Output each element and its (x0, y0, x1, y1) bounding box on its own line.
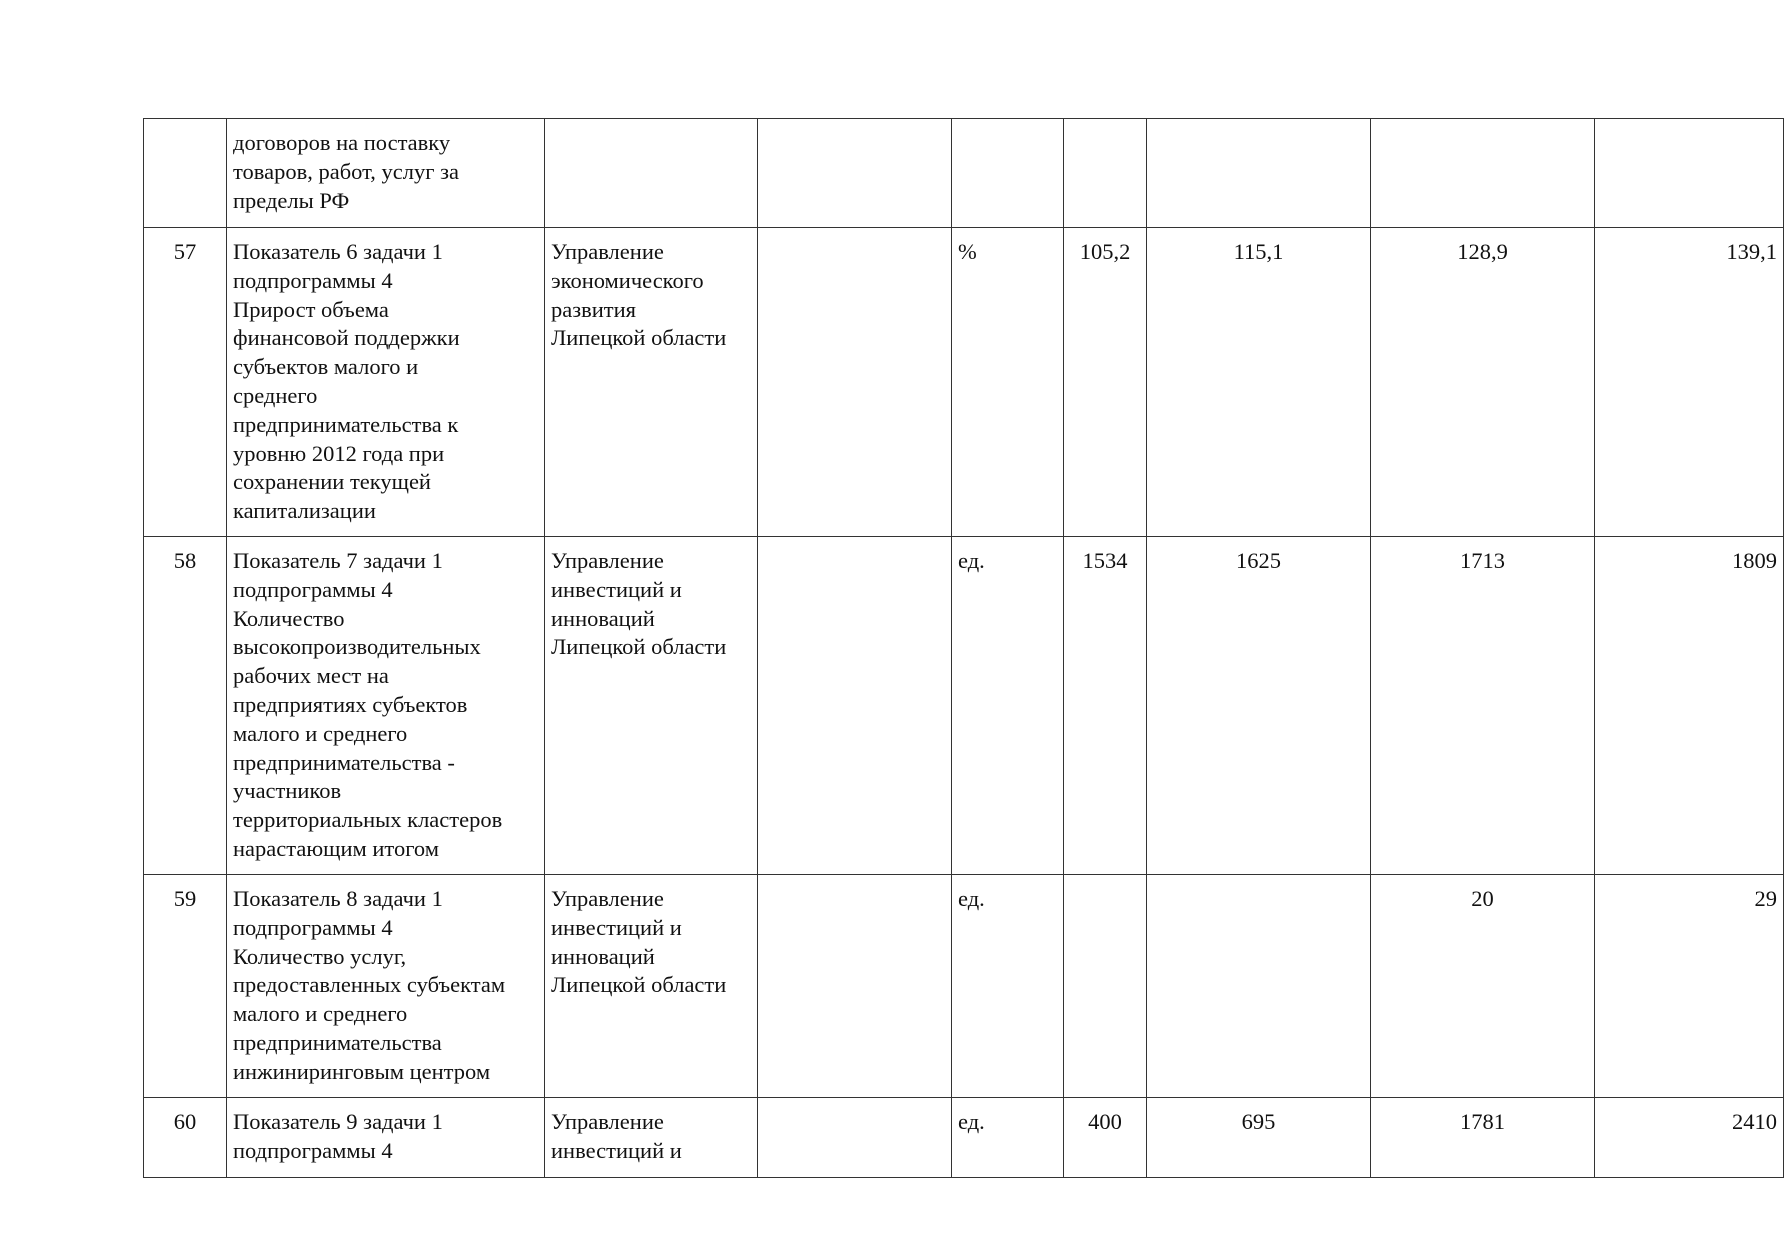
value-cell: 105,2 (1064, 228, 1147, 537)
unit-cell: ед. (952, 875, 1064, 1098)
value-cell (1147, 875, 1371, 1098)
table-row (144, 119, 1784, 228)
value-cell: 128,9 (1371, 228, 1595, 537)
empty-cell (758, 228, 952, 537)
responsible-cell: Управление экономического развития Липецкой области (545, 228, 758, 537)
responsible-cell: Управление инвестиций и (545, 1098, 758, 1178)
value-cell (1064, 119, 1147, 228)
indicator-cell: Показатель 6 задачи 1 подпрограммы 4 Прирост объема финансовой поддержки субъектов малого и среднего предпринимательства к уровню 2012 года при сохранении текущей капитализации (227, 228, 545, 537)
table-row (144, 228, 1784, 537)
responsible-cell: Управление инвестиций и инноваций Липецкой области (545, 875, 758, 1098)
value-cell: 1781 (1371, 1098, 1595, 1178)
unit-cell: ед. (952, 537, 1064, 875)
row-number: 60 (144, 1098, 227, 1178)
empty-cell (758, 537, 952, 875)
value-cell: 139,1 (1595, 228, 1784, 537)
row-number (144, 119, 227, 228)
row-number: 59 (144, 875, 227, 1098)
row-number: 57 (144, 228, 227, 537)
value-cell: 1809 (1595, 537, 1784, 875)
unit-cell: ед. (952, 1098, 1064, 1178)
indicator-cell: Показатель 9 задачи 1 подпрограммы 4 (227, 1098, 545, 1178)
empty-cell (758, 1098, 952, 1178)
value-cell: 400 (1064, 1098, 1147, 1178)
table-row (144, 1098, 1784, 1178)
value-cell: 1625 (1147, 537, 1371, 875)
responsible-cell (545, 119, 758, 228)
indicator-cell: договоров на поставку товаров, работ, услуг за пределы РФ (227, 119, 545, 228)
indicator-cell: Показатель 8 задачи 1 подпрограммы 4 Количество услуг, предоставленных субъектам малого и среднего предпринимательства инжиниринговым центром (227, 875, 545, 1098)
row-number: 58 (144, 537, 227, 875)
value-cell: 115,1 (1147, 228, 1371, 537)
value-cell (1064, 875, 1147, 1098)
value-cell (1147, 119, 1371, 228)
value-cell: 20 (1371, 875, 1595, 1098)
empty-cell (758, 119, 952, 228)
responsible-cell: Управление инвестиций и инноваций Липецкой области (545, 537, 758, 875)
value-cell (1371, 119, 1595, 228)
table-row (144, 537, 1784, 875)
indicators-table (143, 118, 1784, 1178)
unit-cell (952, 119, 1064, 228)
value-cell (1595, 119, 1784, 228)
value-cell: 695 (1147, 1098, 1371, 1178)
value-cell: 2410 (1595, 1098, 1784, 1178)
value-cell: 1534 (1064, 537, 1147, 875)
table-row (144, 875, 1784, 1098)
value-cell: 29 (1595, 875, 1784, 1098)
empty-cell (758, 875, 952, 1098)
indicator-cell: Показатель 7 задачи 1 подпрограммы 4 Количество высокопроизводительных рабочих мест на предприятиях субъектов малого и среднего предпринимательства - участников территориальных кластеров нарастающим итогом (227, 537, 545, 875)
value-cell: 1713 (1371, 537, 1595, 875)
unit-cell: % (952, 228, 1064, 537)
